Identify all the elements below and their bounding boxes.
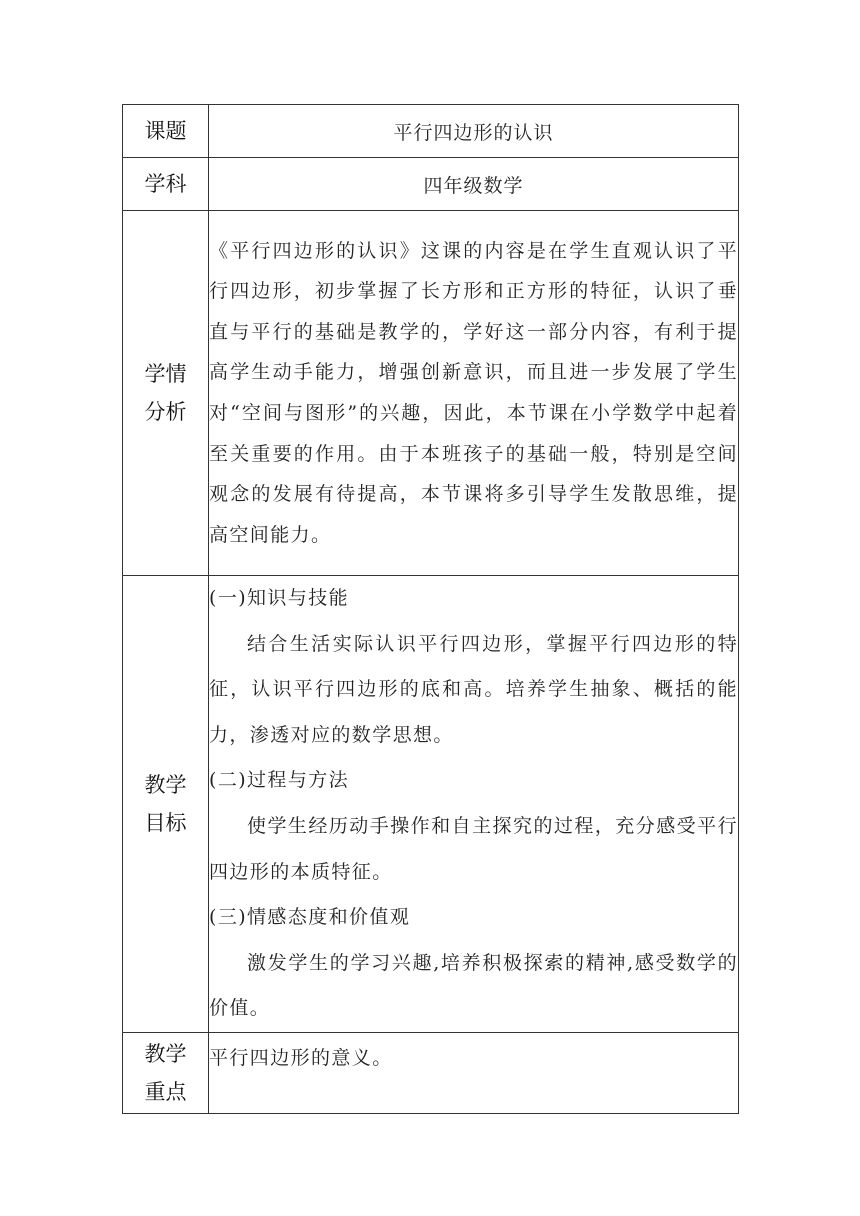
goal-heading-attitude: (三)情感态度和价值观 [209,906,411,929]
goals-row [123,576,739,1033]
focus-label-line2: 重点 [144,1079,187,1104]
goal-heading-knowledge: (一)知识与技能 [209,587,350,609]
subject-label-cell [123,158,209,211]
goals-label-line1: 教学 [144,772,187,797]
focus-label-cell [123,1032,209,1113]
title-row [123,105,739,158]
title-label: 课题 [144,119,187,143]
goal-body-attitude: 激发学生的学习兴趣,培养积极探索的精神,感受数学的价值。 [209,951,738,1020]
goals-label-line2: 目标 [144,810,187,835]
analysis-label-line2: 分析 [144,400,187,424]
focus-row [123,1032,739,1113]
student-analysis-text: 《平行四边形的认识》这课的内容是在学生直观认识了平行四边形，初步掌握了长方形和正方形的特征，认识了垂直与平行的基础是教学的，学好这一部分内容，有利于提高学生动手能力，增强创新意识，而且进一步发展了学生对“空间与图形”的兴趣，因此，本节课在小学数学中起着至关重要的作用。由于本班孩子的基础一般，特别是空间观念的发展有待提高，本节课将多引导学生发散思维，提高空间能力。 [209,211,739,576]
goal-body-knowledge: 结合生活实际认识平行四边形，掌握平行四边形的特征，认识平行四边形的底和高。培养学生抽象、概括的能力，渗透对应的数学思想。 [209,632,738,746]
lesson-title: 平行四边形的认识 [209,105,739,158]
focus-label-line1: 教学 [144,1041,187,1066]
teaching-goals-cell [209,576,739,1033]
analysis-label-line1: 学情 [144,362,187,386]
analysis-label-cell [123,211,209,576]
goals-label-cell [123,576,209,1033]
lesson-plan-table [122,104,739,1114]
subject-label: 学科 [144,172,187,196]
goal-body-process: 使学生经历动手操作和自主探究的过程，充分感受平行四边形的本质特征。 [209,814,738,883]
subject-value: 四年级数学 [209,158,739,211]
analysis-row [123,211,739,576]
subject-row [123,158,739,211]
teaching-focus-text: 平行四边形的意义。 [209,1032,739,1113]
title-label-cell [123,105,209,158]
goal-heading-process: (二)过程与方法 [209,769,350,792]
